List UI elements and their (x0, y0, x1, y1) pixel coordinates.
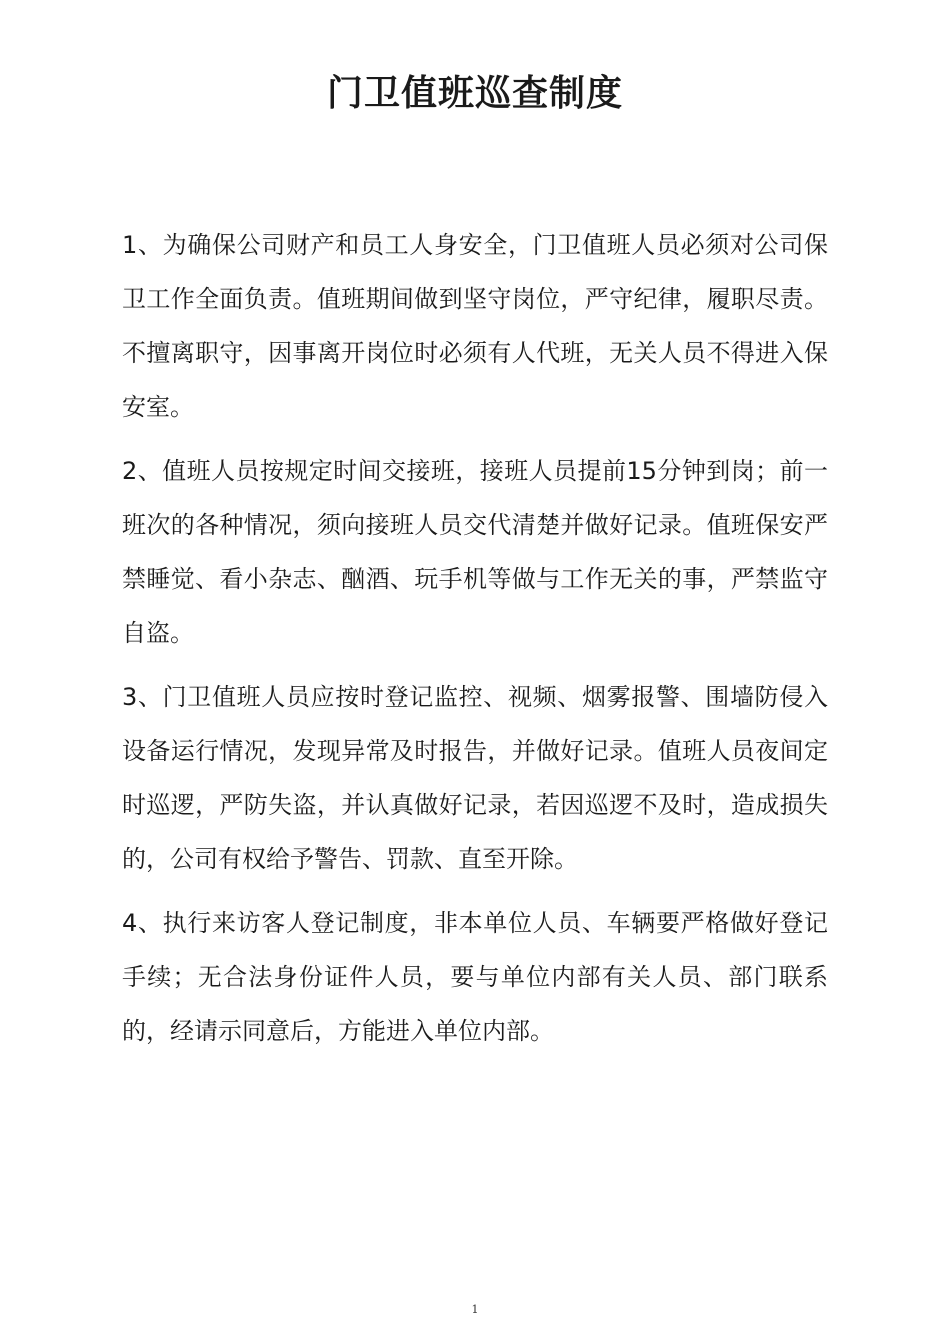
page-number: 1 (471, 1303, 479, 1316)
document-title: 门卫值班巡查制度 (326, 73, 623, 114)
document-body (122, 218, 828, 1068)
paragraph-3: 3、门卫值班人员应按时登记监控、视频、烟雾报警、围墙防侵入设备运行情况，发现异常及时报告，并做好记录。值班人员夜间定时巡逻，严防失盗，并认真做好记录，若因巡逻不及时，造成损失的，公司有权给予警告、罚款、直至开除。 (122, 683, 828, 873)
paragraph-4: 4、执行来访客人登记制度，非本单位人员、车辆要严格做好登记手续；无合法身份证件人员，要与单位内部有关人员、部门联系的，经请示同意后，方能进入单位内部。 (122, 909, 828, 1045)
paragraph-2: 2、值班人员按规定时间交接班，接班人员提前15分钟到岗；前一班次的各种情况，须向接班人员交代清楚并做好记录。值班保安严禁睡觉、看小杂志、酗酒、玩手机等做与工作无关的事，严禁监守自盗。 (122, 457, 828, 647)
paragraph-1: 1、为确保公司财产和员工人身安全，门卫值班人员必须对公司保卫工作全面负责。值班期间做到坚守岗位，严守纪律，履职尽责。不擅离职守，因事离开岗位时必须有人代班，无关人员不得进入保安室。 (122, 231, 828, 421)
